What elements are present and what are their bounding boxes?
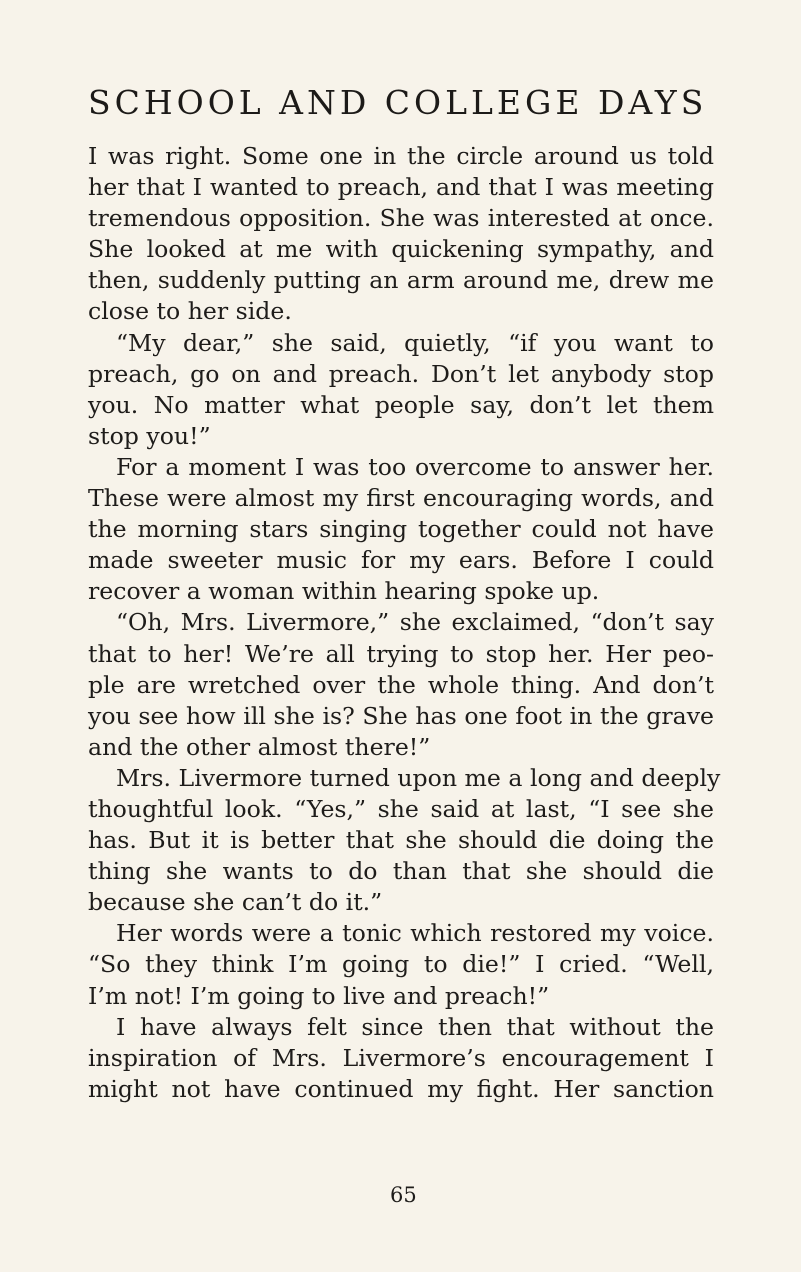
text-line: then, suddenly putting an arm around me, drew me <box>88 266 714 295</box>
page-number: 65 <box>390 1183 417 1207</box>
text-line: tremendous opposition. She was interested at once. <box>88 204 714 233</box>
text-line: thoughtful look. “Yes,” she said at last, “I see she <box>88 794 714 823</box>
text-line: might not have continued my fight. Her sanction <box>88 1074 714 1103</box>
text-line: has. But it is better that she should die doing the <box>88 826 714 855</box>
body-text <box>88 141 721 1105</box>
text-line: ple are wretched over the whole thing. And don’t <box>88 670 714 699</box>
text-line: close to her side. <box>88 297 292 326</box>
text-line: because she can’t do it.” <box>88 888 383 917</box>
text-line: preach, go on and preach. Don’t let anybody stop <box>88 359 714 388</box>
text-line: her that I wanted to preach, and that I was meeting <box>88 173 714 202</box>
text-line: recover a woman within hearing spoke up. <box>88 577 600 606</box>
text-line: and the other almost there!” <box>88 732 431 761</box>
text-line: I have always felt since then that without the <box>116 1012 714 1041</box>
text-line: made sweeter music for my ears. Before I could <box>88 546 714 575</box>
text-line: inspiration of Mrs. Livermore’s encouragement I <box>88 1043 714 1072</box>
text-line: you see how ill she is? She has one foot in the grave <box>88 701 714 730</box>
text-line: For a moment I was too overcome to answer her. <box>116 452 714 481</box>
text-line: These were almost my first encouraging words, and <box>88 484 714 513</box>
text-line: “Oh, Mrs. Livermore,” she exclaimed, “don’t say <box>116 608 714 637</box>
text-line: that to her! We’re all trying to stop her. Her peo- <box>88 639 714 668</box>
text-line: stop you!” <box>88 421 211 450</box>
text-line: She looked at me with quickening sympathy, and <box>88 235 714 264</box>
text-line: “So they think I’m going to die!” I cried. “Well, <box>88 950 714 979</box>
text-line: the morning stars singing together could not have <box>88 515 714 544</box>
text-line: I was right. Some one in the circle around us told <box>88 142 714 170</box>
text-line: you. No matter what people say, don’t let them <box>88 390 714 419</box>
text-line: Her words were a tonic which restored my voice. <box>116 919 714 948</box>
text-line: I’m not! I’m going to live and preach!” <box>88 981 550 1010</box>
text-line: Mrs. Livermore turned upon me a long and deeply <box>116 763 721 792</box>
text-line: thing she wants to do than that she should die <box>88 857 714 886</box>
text-line: “My dear,” she said, quietly, “if you want to <box>116 328 714 357</box>
running-head: SCHOOL AND COLLEGE DAYS <box>88 83 708 122</box>
